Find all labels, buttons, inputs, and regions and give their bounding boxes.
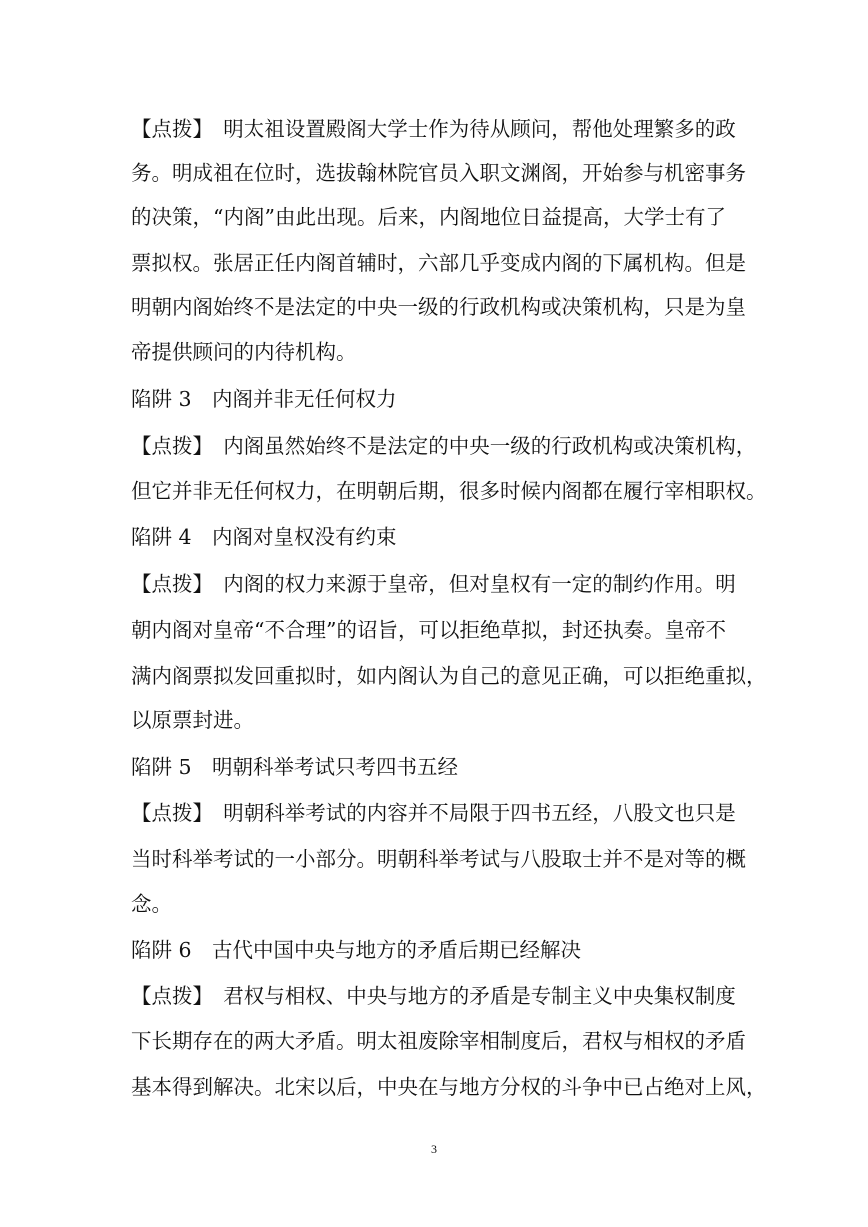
text-line: 【点拨】 君权与相权、中央与地方的矛盾是专制主义中央集权制度: [131, 984, 736, 1008]
text-line: 【点拨】 内阁虽然始终不是法定的中央一级的行政机构或决策机构，: [131, 434, 757, 458]
text-line: 满内阁票拟发回重拟时，如内阁认为自己的意见正确，可以拒绝重拟，: [131, 664, 767, 688]
text-line: 务。明成祖在位时，选拔翰林院官员入职文渊阁，开始参与机密事务: [131, 161, 746, 185]
text-line: 下长期存在的两大矛盾。明太祖废除宰相制度后，君权与相权的矛盾: [131, 1029, 746, 1053]
trap-heading: 陷阱 6 古代中国中央与地方的矛盾后期已经解决: [131, 938, 582, 962]
trap-heading: 陷阱 4 内阁对皇权没有约束: [131, 525, 397, 549]
text-line: 明朝内阁始终不是法定的中央一级的行政机构或决策机构，只是为皇: [131, 295, 746, 319]
trap-heading: 陷阱 5 明朝科举考试只考四书五经: [131, 755, 459, 779]
text-line: 但它并非无任何权力，在明朝后期，很多时候内阁都在履行宰相职权。: [131, 479, 767, 503]
text-line: 朝内阁对皇帝“不合理”的诏旨，可以拒绝草拟，封还执奏。皇帝不: [131, 618, 726, 642]
text-line: 帝提供顾问的内待机构。: [131, 340, 357, 364]
text-line: 以原票封进。: [131, 708, 254, 732]
text-line: 【点拨】 明太祖设置殿阁大学士作为待从顾问，帮他处理繁多的政: [131, 117, 736, 141]
text-line: 的决策，“内阁”由此出现。后来，内阁地位日益提高，大学士有了: [131, 205, 726, 229]
text-line: 票拟权。张居正任内阁首辅时，六部几乎变成内阁的下属机构。但是: [131, 251, 746, 275]
page-number: 3: [431, 1142, 437, 1156]
text-line: 基本得到解决。北宋以后，中央在与地方分权的斗争中已占绝对上风，: [131, 1075, 767, 1099]
text-line: 念。: [131, 892, 172, 916]
text-line: 【点拨】 内阁的权力来源于皇帝，但对皇权有一定的制约作用。明: [131, 572, 736, 596]
trap-heading: 陷阱 3 内阁并非无任何权力: [131, 387, 397, 411]
text-line: 【点拨】 明朝科举考试的内容并不局限于四书五经，八股文也只是: [131, 801, 736, 825]
text-line: 当时科举考试的一小部分。明朝科举考试与八股取士并不是对等的概: [131, 847, 746, 871]
